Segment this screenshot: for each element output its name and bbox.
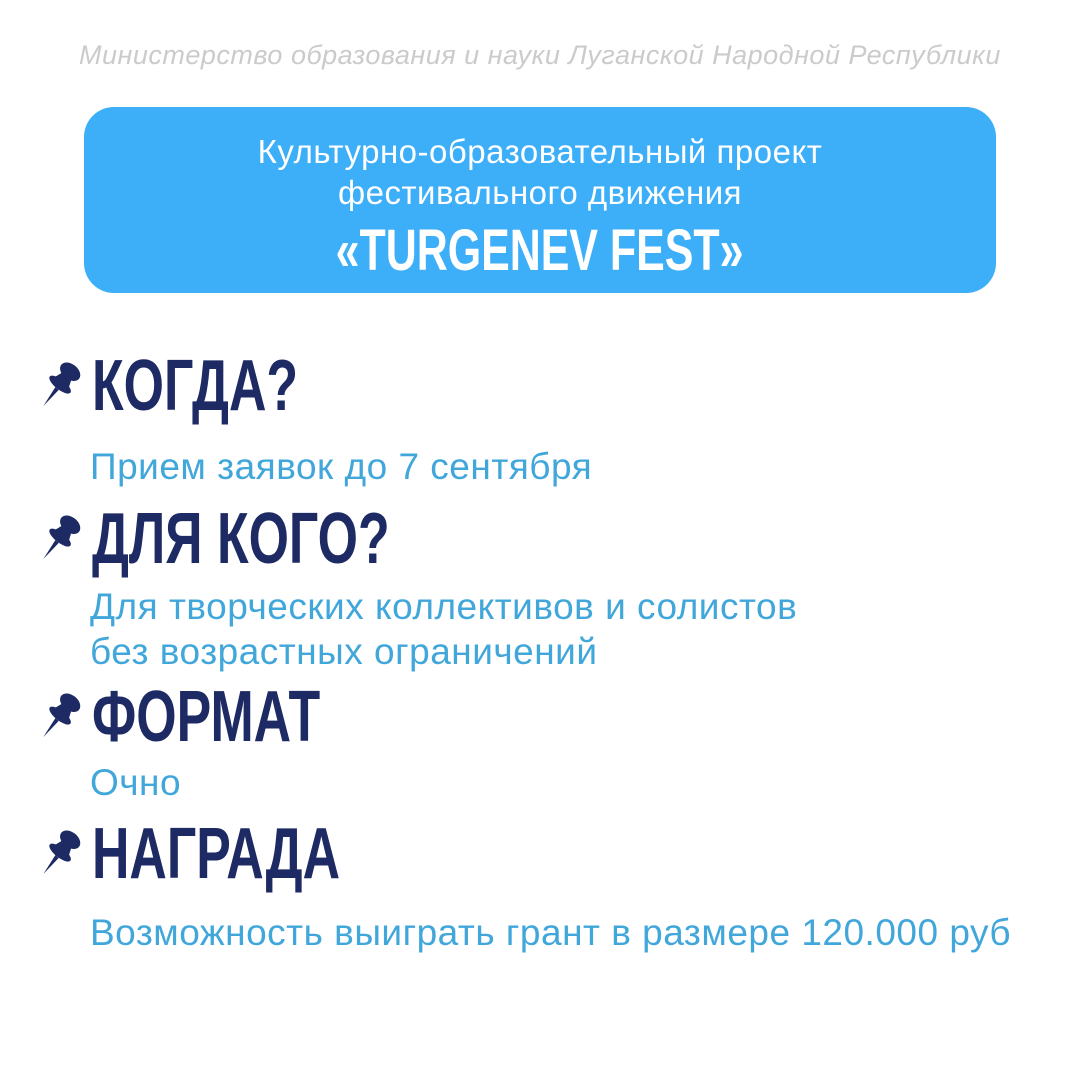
section-format-body bbox=[90, 760, 181, 805]
pushpin-icon bbox=[30, 822, 88, 886]
fest-title-wrap bbox=[84, 218, 996, 283]
project-subtitle-line2: фестивального движения bbox=[337, 174, 743, 211]
pushpin-icon bbox=[30, 354, 88, 418]
section-for-whom-header bbox=[30, 499, 505, 579]
section-when-title: КОГДА? bbox=[92, 346, 299, 426]
format-detail: Очно bbox=[90, 762, 182, 803]
when-detail: Прием заявок до 7 сентября bbox=[90, 446, 593, 487]
section-award-body bbox=[90, 910, 1011, 955]
section-award-title: НАГРАДА bbox=[92, 814, 341, 894]
section-format-title: ФОРМАТ bbox=[92, 677, 321, 757]
project-header-card bbox=[84, 107, 996, 293]
section-award-header bbox=[30, 814, 436, 894]
section-when-header bbox=[30, 346, 378, 426]
section-when-body bbox=[90, 444, 592, 489]
for-whom-detail-line2: без возрастных ограничений bbox=[90, 631, 598, 672]
fest-title: «TURGENEV FEST» bbox=[336, 218, 744, 283]
pushpin-icon bbox=[30, 685, 88, 749]
section-format-header bbox=[30, 677, 409, 757]
pushpin-icon bbox=[30, 507, 88, 571]
section-for-whom-title: ДЛЯ КОГО? bbox=[92, 499, 390, 579]
for-whom-detail-line1: Для творческих коллективов и солистов bbox=[90, 586, 798, 627]
ministry-caption: Министерство образования и науки Луганской Народной Республики bbox=[79, 40, 1001, 70]
award-detail: Возможность выиграть грант в размере 120.000 руб bbox=[90, 912, 1012, 953]
project-subtitle-line1: Культурно-образовательный проект bbox=[257, 133, 823, 170]
section-for-whom-body bbox=[90, 584, 797, 674]
